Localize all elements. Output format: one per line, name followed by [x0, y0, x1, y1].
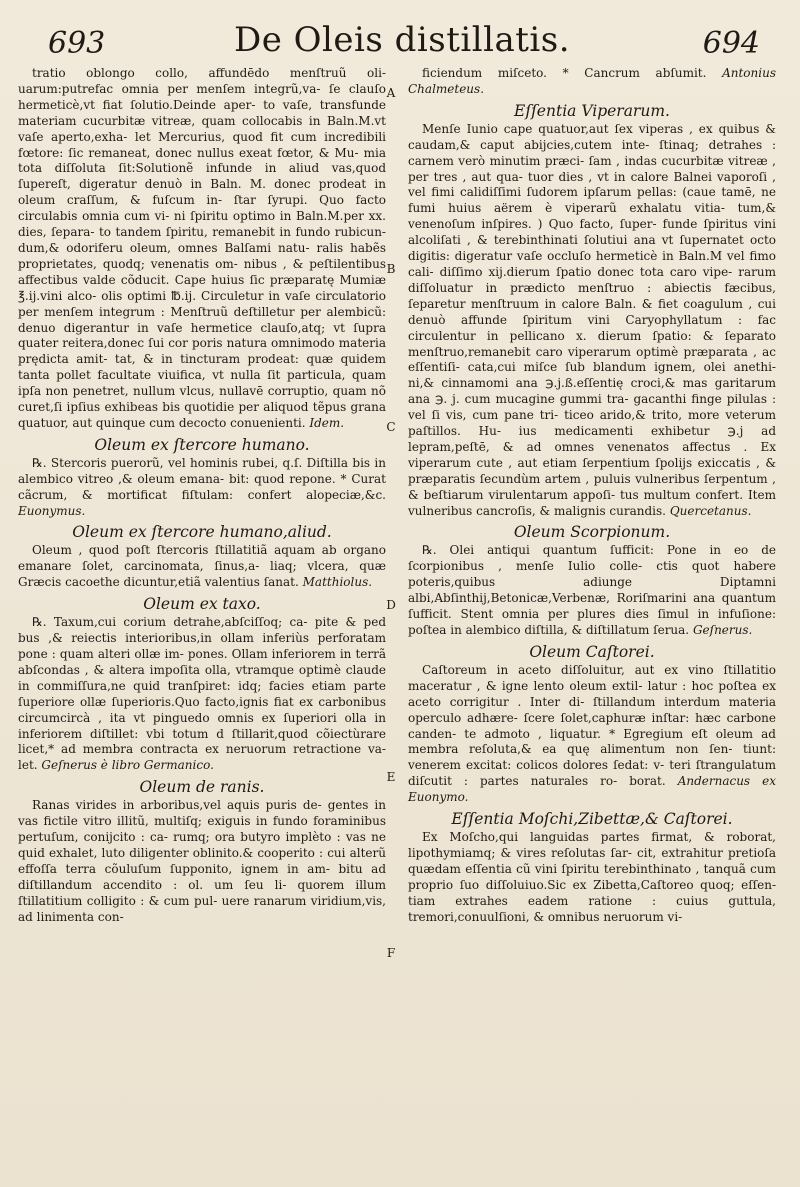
source-citation: Geſnerus è libro Germanico.: [41, 758, 214, 773]
paragraph: [408, 830, 776, 925]
paragraph-text: Caſtoreum in aceto diſſoluitur, aut ex vino ſtillatitio maceratur , & igne lento oleum extil- latur : hoc poſtea ex aceto corrigitur . Inter di- ſtillandum interdum materia operculo adhære- ſcere ſolet,caphuræ inſtar: hæc carbone canden- te admoto , liquatur. * Egregium eſt oleum ad membra reſoluta,& ea quę alimentum non ſen- tiunt: venerem excitat: colicos dolores ſedat: v- teri ſtrangulatum diſcutit : partes naturales ro- borat.: [408, 662, 776, 789]
section-title: Oleum ex taxo.: [143, 595, 261, 614]
section-title: Oleum Caſtorei.: [529, 642, 655, 661]
source-citation: Andernacus ex Euonymo.: [408, 774, 776, 805]
section-title: Eſſentia Moſchi,Zibettæ,& Caſtorei.: [451, 810, 733, 829]
section-title: Oleum ex ſtercore humano,aliud.: [72, 523, 332, 542]
paragraph-text: tratio oblongo collo, affundēdo menſtruũ oli- uarum:putrefac omnia per menſem integrũ,va- ſe clauſo hermeticè,vt fiat ſolutio.Deinde aper- to vaſe, transfunde materiam cucurbitæ vitreæ, quam collocabis in Baln.M.vt vaſe aperto,exha- let Mercurius, quod fit cum incredibili fœtore: ſic remaneat, donec nullus exeat fœtor, & Mu- mia tota diſſoluta ſit:Solutionẽ infunde in aliud vas,quod ſupereſt, digeratur denuò in Baln. M. donec prodeat in oleum craſſum, & fuſcum in- ſtar ſyrupi. Quo facto circulabis omnia cum vi- ni ſpiritu optimo in Baln.M.per xx. dies, ſepara- to tandem ſpiritu, remanebit in fundo rubicun- dum,& odoriferu oleum, omnes Balſami natu- ralis habẽs proprietates, quodq; venenatis om- nibus , & peſtilentibus affectibus valde cõducit. Cape huius ſic præparatę Mumiæ ℥.ij.vini alco- olis optimi ℔.ij. Circuletur in vaſe circulatorio per menſem integrum : Menſtruũ deſtilletur per alembicũ: denuo digerantur in vaſe hermetice clauſo,atq; vt ſupra quater reitera,donec ſui cor poris natura omnimodo materia prędicta amit- tat, & in tincturam prodeat: quæ quidem tanta pollet facultate viuifica, vt nulla ſit particula, quam ipſa non penetret, nullum vlcus, nullavē corruptio, quam nõ curet,ſi ipſius exhibeas bis quotidie per aliquod tẽpus grana quatuor, aut quinque cum decocto conuenienti.: [18, 66, 386, 430]
right-column: [408, 66, 776, 926]
section-title: Oleum Scorpionum.: [513, 523, 671, 542]
margin-marker-a: A: [386, 86, 396, 100]
margin-marker-f: F: [386, 946, 396, 960]
paragraph: [408, 543, 776, 638]
paragraph: [18, 543, 386, 591]
source-citation: Antonius Chalmeteus.: [408, 66, 776, 96]
section-title: Eſſentia Viperarum.: [514, 101, 670, 120]
margin-marker-e: E: [386, 770, 396, 784]
paragraph-text: ℞. Olei antiqui quantum ſufficit: Pone in eo de ſcorpionibus , menſe Iulio colle- ctis quot habere poteris,quibus adiunge Diptamni albi,Abſinthij,Betonicæ,Verbenæ, Roriſmarini ana quantum ſufficit. Stent omnia per plures dies ſimul in infuſione: poſtea in alembico diſtilla, & diſtillatum ſerua.: [408, 543, 776, 637]
paragraph-text: ℞. Stercoris puerorũ, vel hominis rubei, q.ſ. Diſtilla bis in alembico vitreo ,& oleum emana- bit: quod repone. * Curat cãcrum, & mortificat fiſtulam: confert alopeciæ,&c.: [18, 455, 386, 502]
paragraph-text: Oleum , quod poſt ſtercoris ſtillatitiã aquam ab organo emanare ſolet, carcinomata, ſinus,a- liaq; vlcera, quæ Græcis cacoethe dicuntur,etiã valentius ſanat.: [18, 543, 386, 590]
section-title: Oleum de ranis.: [139, 778, 265, 797]
running-title: De Oleis distillatis.: [233, 20, 571, 60]
source-citation: Idem.: [309, 415, 345, 430]
paragraph: [18, 456, 386, 520]
section-title: Oleum ex ſtercore humano.: [94, 435, 310, 454]
paragraph: [18, 798, 386, 925]
paragraph: [408, 122, 776, 520]
paragraph-text: Ranas virides in arboribus,vel aquis puris de- gentes in vas fictile vitro illitũ, multiſq; exiguis in fundo foraminibus pertuſum, conijcito : ca- rumq; ora butyro implèto : vas ne quid exhalet, luto diligenter oblinito.& cooperito : cui alterũ effoſſa terra cõuluſum ſupponito, ignem in am- bitu ad diſtillandum accendito : ol. um ſeu li- quorem illum ſtillatitium colligito : & cum pul- uere ranarum viridium,vis, ad linimenta con-: [18, 798, 386, 924]
source-citation: Euonymus.: [18, 503, 86, 518]
source-citation: Quercetanus.: [669, 503, 752, 518]
paragraph: [408, 66, 776, 98]
paragraph: [408, 663, 776, 806]
margin-marker-d: D: [386, 598, 396, 612]
paragraph-text: ℞. Taxum,cui corium detrahe,abſciſſoq; ca- pite & ped bus ,& reiectis interioribus,in ollam inferiùs perforatam pone : quam alteri ollæ im- pones. Ollam inferiorem in terrã abſcondas , & altera impoſita olla, vtramque optimè claude in commiſſura,ne quid tranſpiret: idq; facies etiam parte ſuperiore ollæ ſuperioris.Quo facto,ignis fiat ex carbonibus circumcircà , ita vt pinguedo omnis ex ſuperiori olla in inferiorem diſtillet: vbi totum d ſtillarit,quod cõiectùrare licet,* ad membra contracta ex neruorum retractione va- let.: [18, 615, 386, 773]
text-columns: [18, 66, 786, 926]
paragraph: [18, 615, 386, 774]
margin-marker-c: C: [386, 420, 396, 434]
paragraph-text: ficiendum miſceto. * Cancrum abſumit.: [422, 66, 707, 80]
right-page-number: 694: [702, 26, 760, 61]
left-page-number: 693: [48, 26, 106, 61]
paragraph-text: Ex Moſcho,qui languidas partes firmat, & roborat, lipothymiamq; & vires reſolutas ſar- cit, extrahitur pretioſa quædam eſſentia cũ vini ſpiritu terebinthinato , tanquã cum proprio ſuo diſſoluiuo.Sic ex Zibetta,Caſtoreo quoq; eſſen- tiam extrahes eadem ratione : cuius guttula, tremori,conuulſioni, & omnibus neruorum vi-: [408, 830, 776, 924]
source-citation: Geſnerus.: [692, 623, 753, 637]
left-column: [18, 66, 386, 926]
paragraph-text: Menſe Iunio cape quatuor,aut ſex viperas , ex quibus & caudam,& caput abijcies,cutem inte- ſtinaq; detrahes : carnem verò minutim præci- ſam , indas cucurbitæ vitreæ , per tres , aut qua- tuor dies , vt in calore Balnei vaporoſi , vel fimi calidiſſimi ſudorem ipſarum pellas: (caue tamē, ne fumi huius aërem è viperarũ exhalatu vitia- tum,& venenoſum inſpires. ) Quo facto, ſuper- funde ſpiritus vini alcoliſati , & terebinthinati ſolutiui ana vt ſupernatet octo digitis: digeratur vaſe occluſo hermeticè in Baln.M vel fimo cali- diſſimo xij.dierum ſpatio donec tota caro vipe- rarum diſſoluatur in prædicto menſtruo : abiectis fæcibus, ſeparetur menſtruum in calore Baln. & fiet coagulum , cui denuò affunde ſpiritum vini Caryophyllatum : fac circulentur in pellicano x. dierum ſpatio: & ſeparato menſtruo,remanebit caro viperarum optimè præparata , ac eſſentiſi- cata,cui miſce ſub blandum ignem, olei anethi- ni,& cinnamomi ana ℈.j.ß.eſſentię croci,& mas garitarum ana ℈. j. cum mucagine gummi tra- gacanthi finge pilulas : vel ſi vis, cum pane tri- ticeo arido,& trito, more veterum paſtillos. Hu- ius medicamenti exhibetur ℈.j ad lepram,peſtē, & ad omnes venenatos affectus . Ex viperarum cute , aut etiam ſerpentium ſpolijs exiccatis , & præparatis ſecundùm artem , puluis vulneribus ſerpentum , & beſtiarum virulentarum appoſi- tus multum confert. Item vulneribus cancroſis, & malignis curandis.: [408, 121, 776, 518]
paragraph: [18, 66, 386, 432]
page-header: [18, 0, 786, 66]
source-citation: Matthiolus.: [302, 575, 373, 590]
margin-marker-b: B: [386, 262, 396, 276]
